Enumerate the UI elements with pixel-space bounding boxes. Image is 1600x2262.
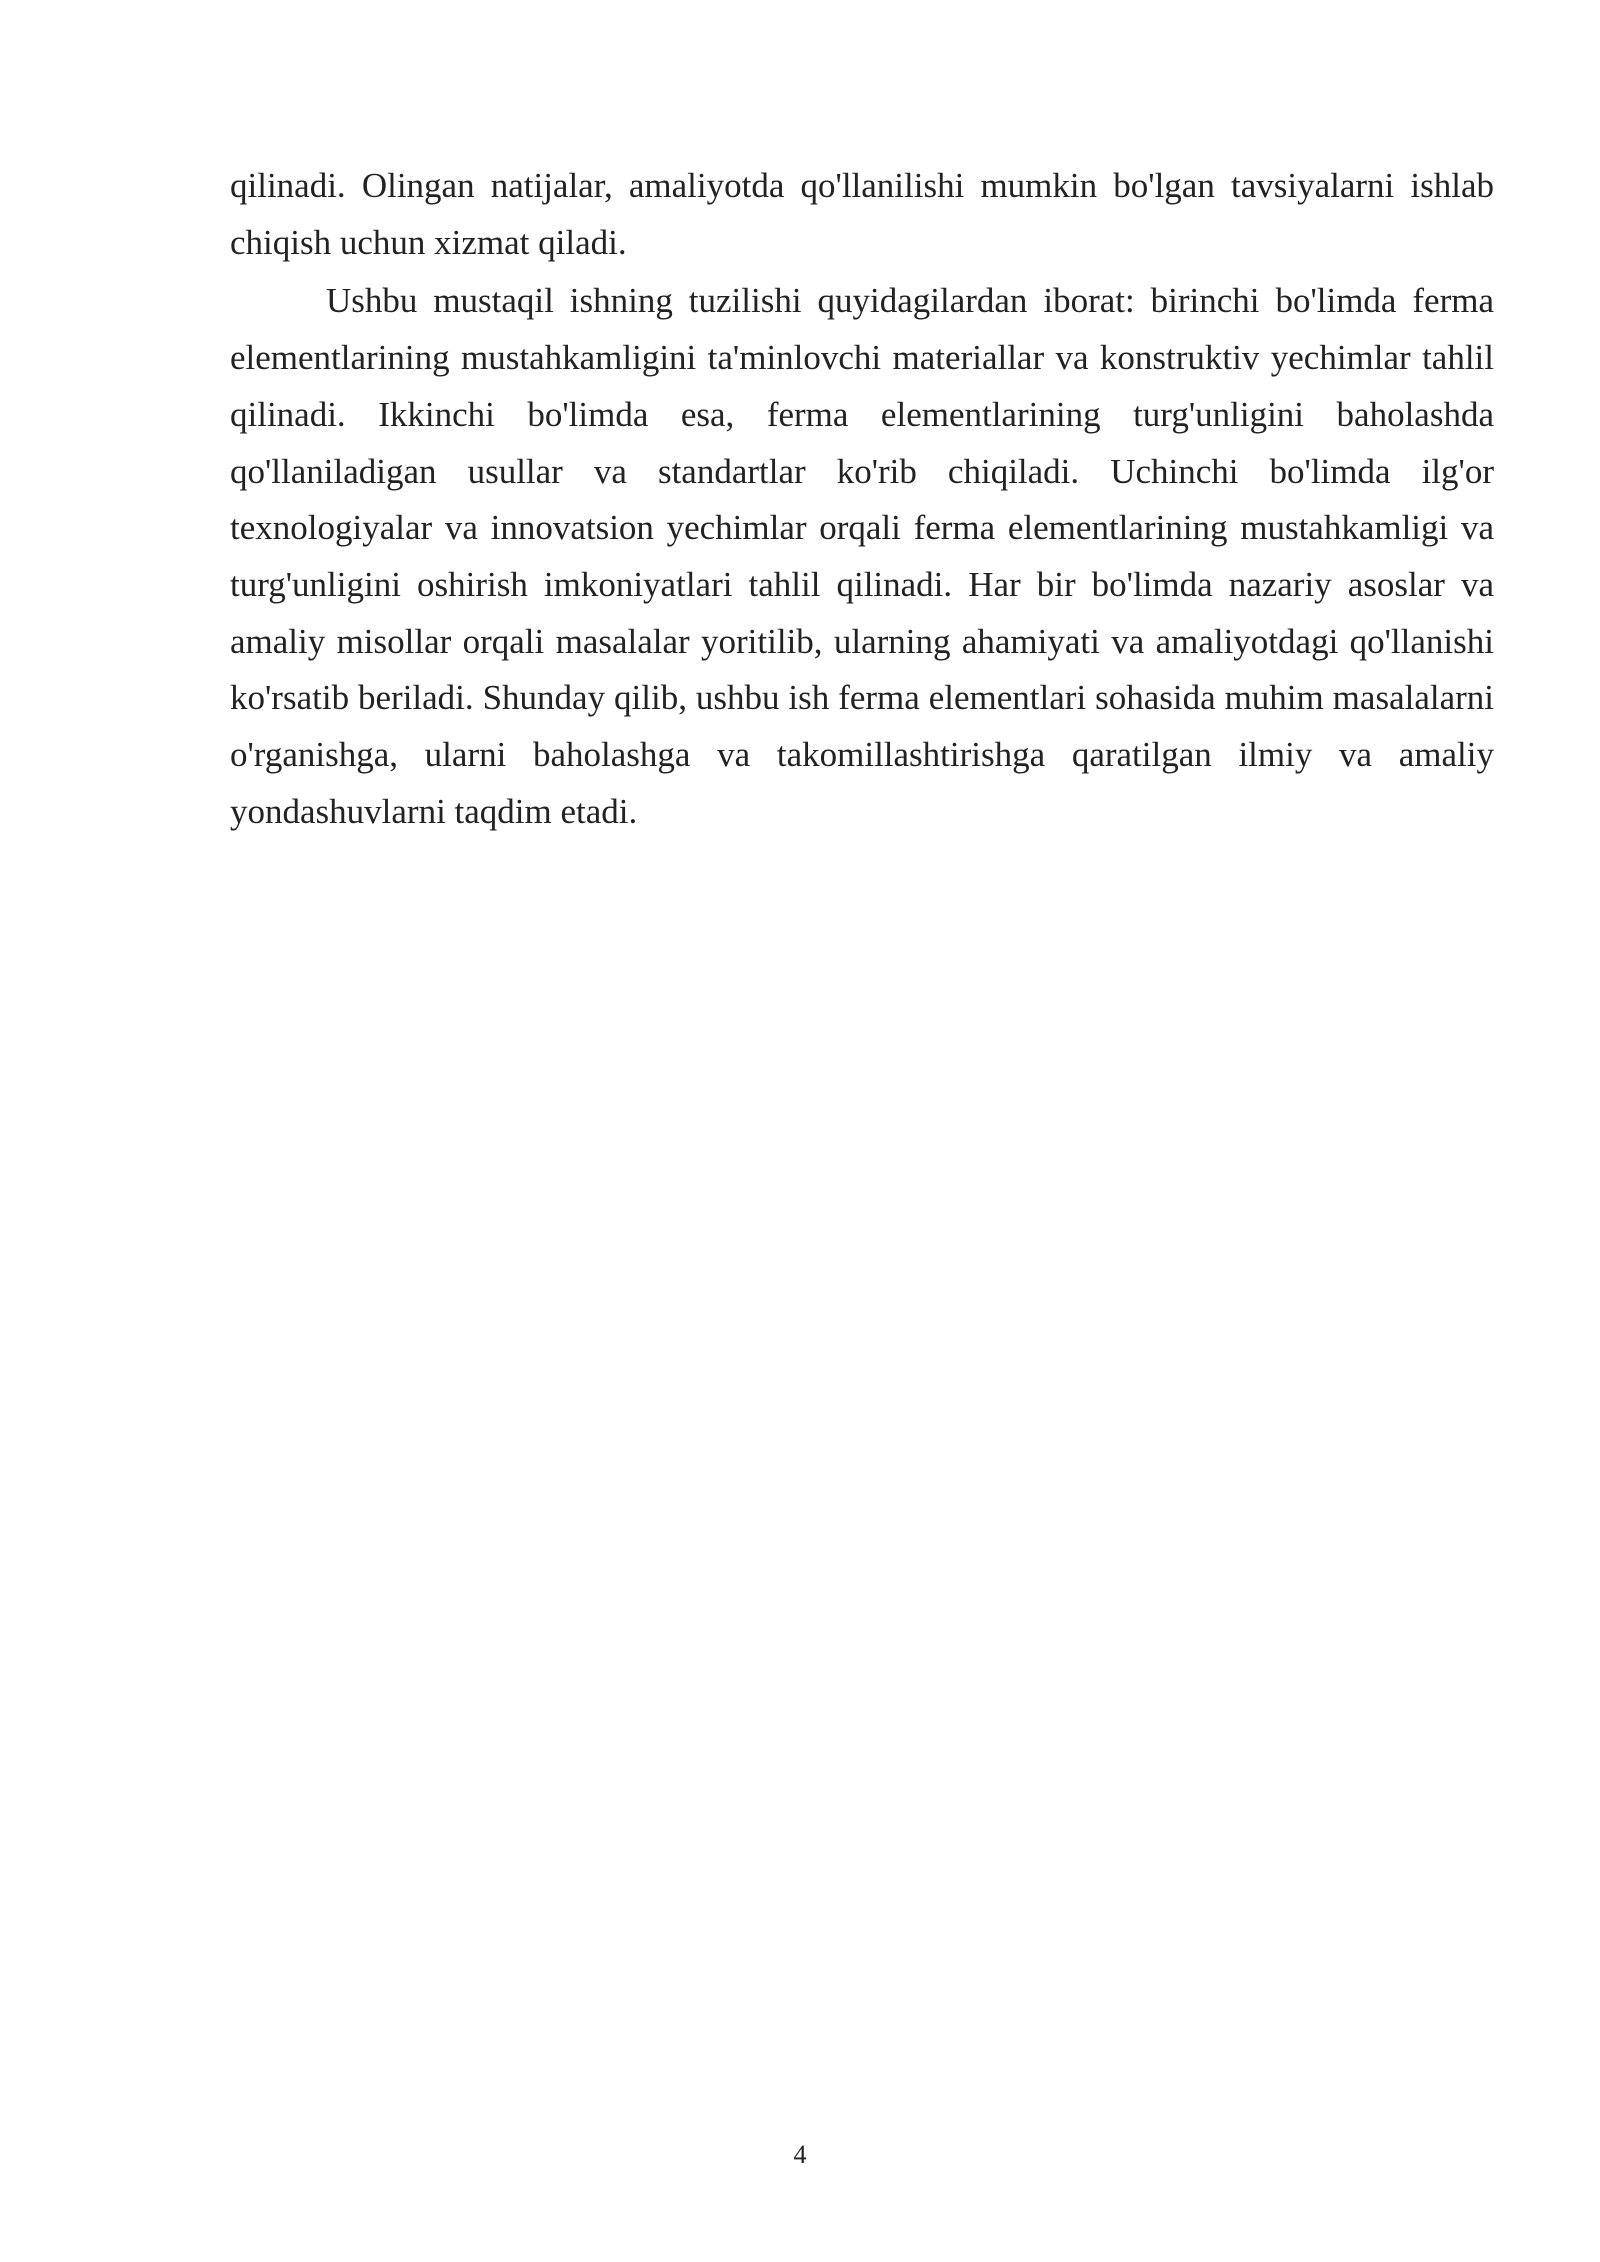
- body-text: [230, 158, 1494, 840]
- paragraph-continuation: qilinadi. Olingan natijalar, amaliyotda qo'llanilishi mumkin bo'lgan tavsiyalarni ishlab chiqish uchun xizmat qiladi.: [230, 166, 1494, 262]
- paragraph-structure: Ushbu mustaqil ishning tuzilishi quyidagilardan iborat: birinchi bo'limda ferma elementlarining mustahkamligini ta'minlovchi materiallar va konstruktiv yechimlar tahlil qilinadi. Ikkinchi bo'limda esa, ferma elementlarining turg'unligini baholashda qo'llaniladigan usullar va standartlar ko'rib chiqiladi. Uchinchi bo'limda ilg'or texnologiyalar va innovatsion yechimlar orqali ferma elementlarining mustahkamligi va turg'unligini oshirish imkoniyatlari tahlil qilinadi. Har bir bo'limda nazariy asoslar va amaliy misollar orqali masalalar yoritilib, ularning ahamiyati va amaliyotdagi qo'llanishi ko'rsatib beriladi. Shunday qilib, ushbu ish ferma elementlari sohasida muhim masalalarni o'rganishga, ularni baholashga va takomillashtirishga qaratilgan ilmiy va amaliy yondashuvlarni taqdim etadi.: [230, 281, 1494, 831]
- page-number: 4: [793, 2140, 807, 2169]
